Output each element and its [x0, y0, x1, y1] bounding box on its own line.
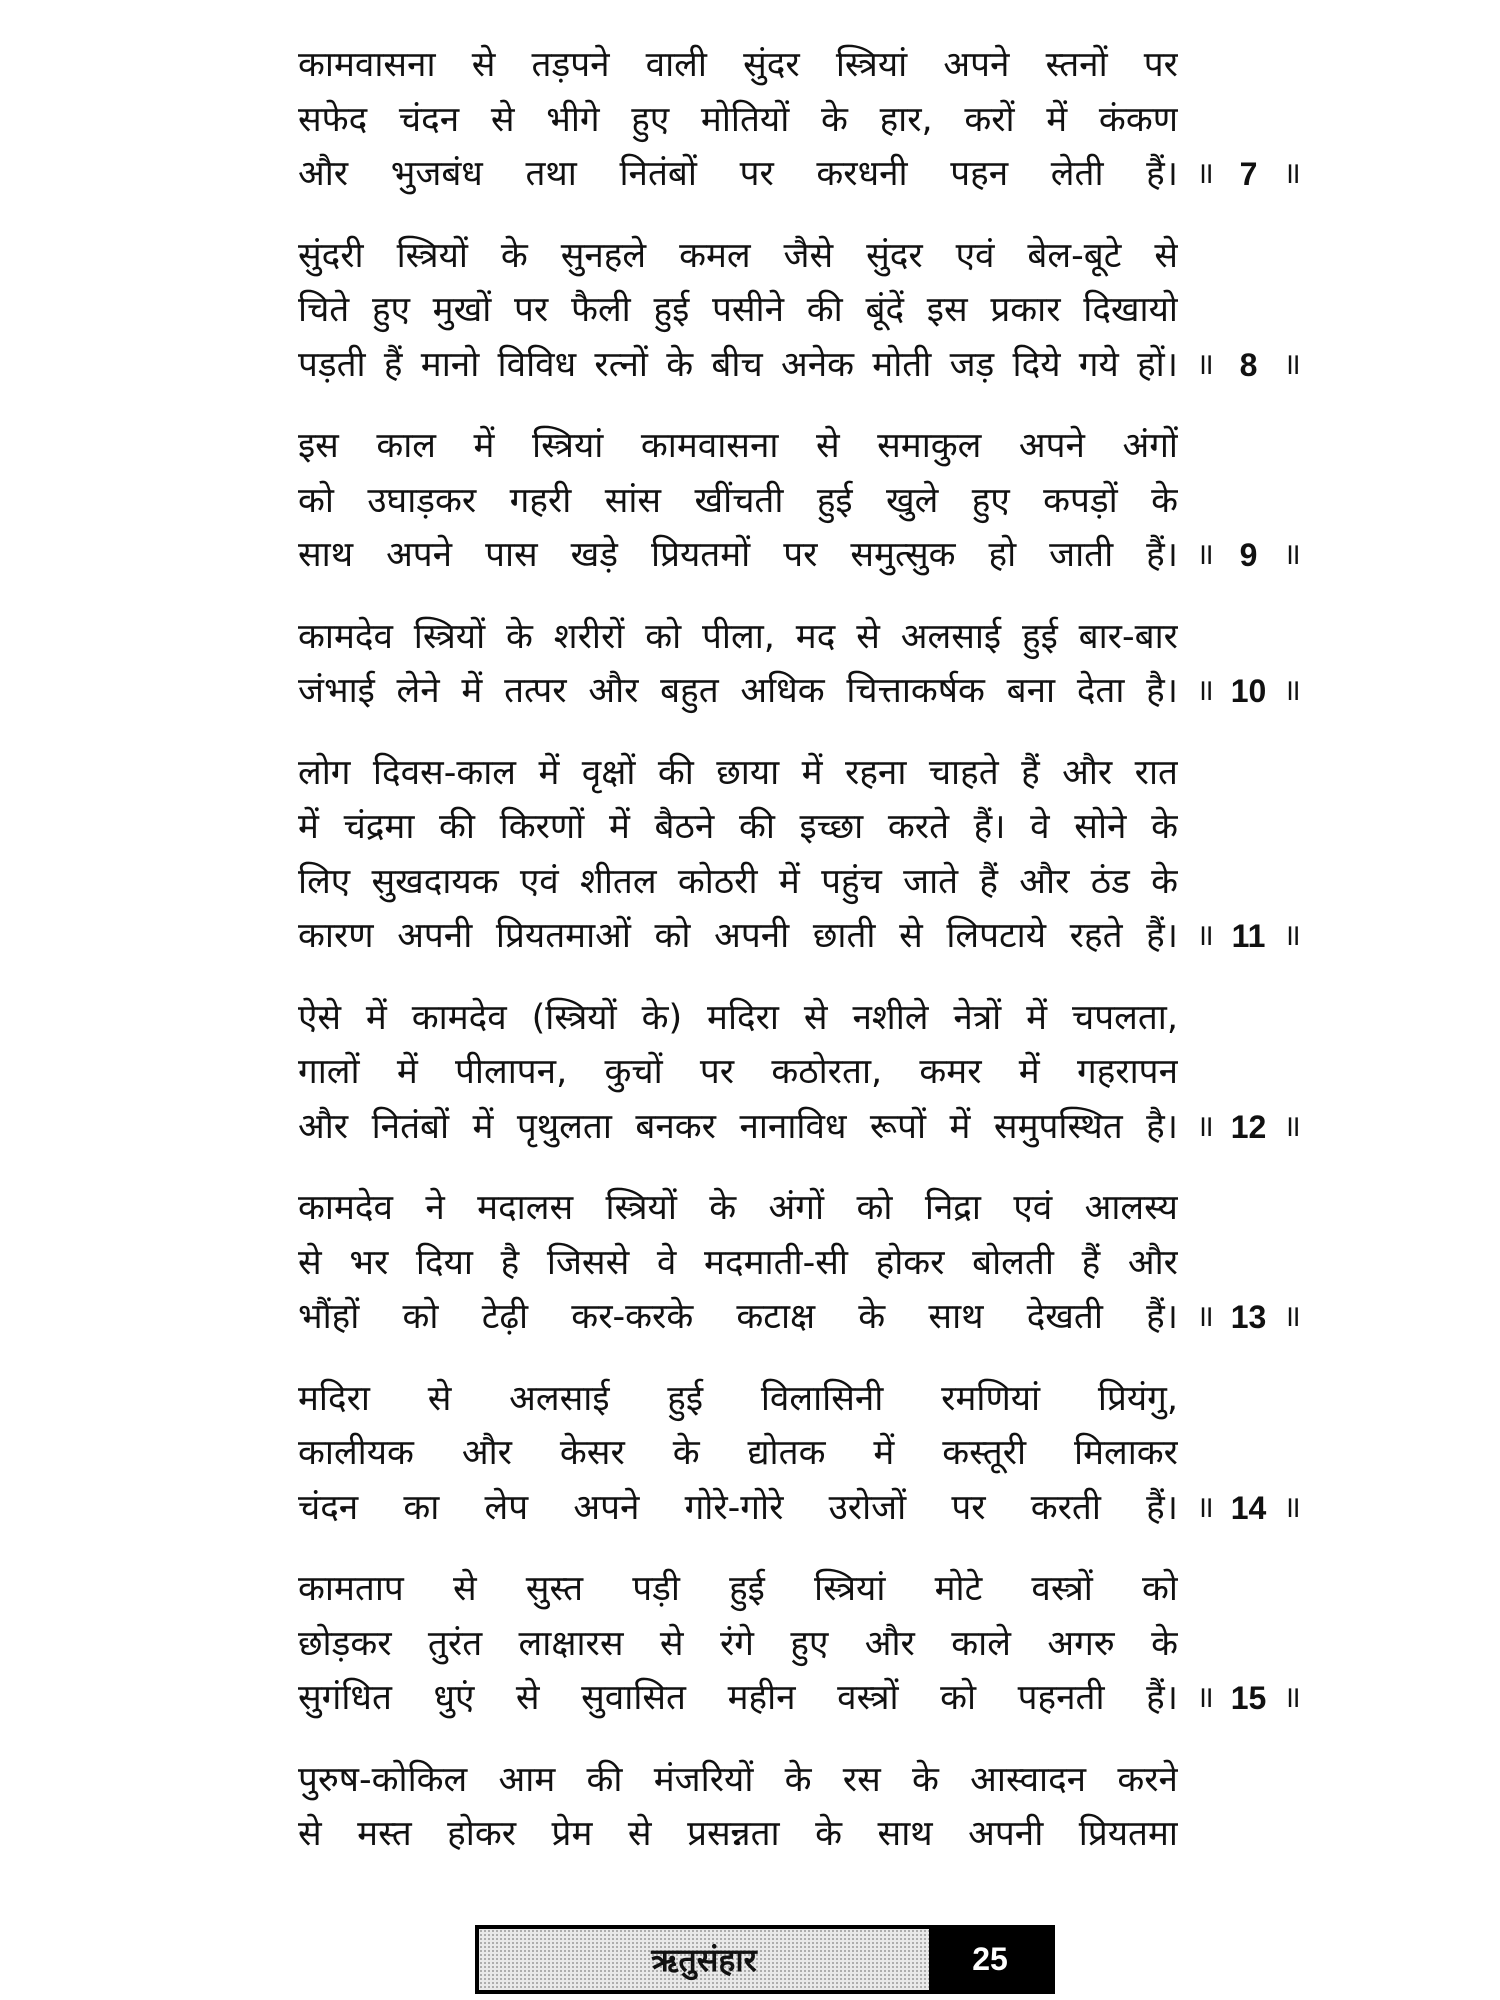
verse-line — [298, 991, 1308, 1046]
verse-line — [298, 909, 1308, 964]
line-text: कामदेव स्त्रियों के शरीरों को पीला, मद से अलसाई हुई बार-बार — [298, 616, 1178, 657]
verse-number: 10 — [1230, 673, 1267, 709]
double-danda-mark: ॥ — [1196, 918, 1214, 953]
verse-number: 12 — [1230, 1108, 1267, 1145]
double-danda-mark: ॥ — [1283, 1108, 1301, 1144]
verse-line — [298, 800, 1308, 855]
double-danda-mark: ॥ — [1196, 1108, 1214, 1144]
line-text: कामताप से सुस्त पड़ी हुई स्त्रियां मोटे वस्त्रों को — [298, 1569, 1178, 1609]
verse-number-marker — [1196, 909, 1301, 964]
verse-line — [298, 38, 1308, 93]
verse-block — [298, 38, 1308, 202]
double-danda-mark: ॥ — [1283, 1299, 1301, 1334]
line-text: चंदन का लेप अपने गोरे-गोरे उरोजों पर करती हैं। — [298, 1487, 1178, 1528]
verse-block — [298, 229, 1308, 393]
verse-number-marker — [1196, 1671, 1301, 1726]
line-text: पड़ती हैं मानो विविध रत्नों के बीच अनेक मोती जड़ दिये गये हों। — [298, 344, 1178, 385]
verse-line — [298, 664, 1308, 719]
verse-number: 13 — [1230, 1299, 1267, 1335]
line-text: से मस्त होकर प्रेम से प्रसन्नता के साथ अपनी प्रियतमा — [298, 1814, 1178, 1854]
verse-number: 9 — [1239, 537, 1258, 573]
line-text: सुगंधित धुएं से सुवासित महीन वस्त्रों को पहनती हैं। — [298, 1678, 1178, 1718]
line-text: गालों में पीलापन, कुचों पर कठोरता, कमर में गहरापन — [298, 1052, 1178, 1092]
line-text: साथ अपने पास खड़े प्रियतमों पर समुत्सुक हो जाती हैं। — [298, 535, 1178, 575]
verse-number: 14 — [1230, 1489, 1267, 1526]
double-danda-mark: ॥ — [1196, 673, 1214, 708]
page-footer — [475, 1925, 1055, 1994]
page-number: 25 — [929, 1929, 1051, 1990]
verse-line — [298, 528, 1308, 583]
verse-line — [298, 1372, 1308, 1427]
verse-number-marker — [1196, 664, 1301, 719]
double-danda-mark: ॥ — [1283, 537, 1301, 572]
verse-block — [298, 1372, 1308, 1536]
verse-line — [298, 147, 1308, 202]
line-text: इस काल में स्त्रियां कामवासना से समाकुल अपने अंगों — [298, 426, 1178, 466]
line-text: ऐसे में कामदेव (स्त्रियों के) मदिरा से नशीले नेत्रों में चपलता, — [298, 997, 1178, 1038]
line-text: कालीयक और केसर के द्योतक में कस्तूरी मिलाकर — [298, 1433, 1178, 1473]
verse-line — [298, 93, 1308, 148]
double-danda-mark: ॥ — [1283, 918, 1301, 953]
line-text: सुंदरी स्त्रियों के सुनहले कमल जैसे सुंदर एवं बेल-बूटे से — [298, 235, 1178, 276]
line-text: को उघाड़कर गहरी सांस खींचती हुई खुले हुए कपड़ों के — [298, 480, 1178, 521]
verse-line — [298, 1617, 1308, 1672]
line-text: सफेद चंदन से भीगे हुए मोतियों के हार, करों में कंकण — [298, 99, 1178, 140]
verse-line — [298, 338, 1308, 393]
double-danda-mark: ॥ — [1196, 537, 1214, 572]
double-danda-mark: ॥ — [1196, 1489, 1214, 1525]
line-text: कारण अपनी प्रियतमाओं को अपनी छाती से लिपटाये रहते हैं। — [298, 916, 1178, 956]
verse-line — [298, 1181, 1308, 1236]
verse-number-marker — [1196, 1481, 1301, 1536]
verse-line — [298, 1236, 1308, 1291]
verse-number: 11 — [1231, 918, 1266, 954]
line-text: कामवासना से तड़पने वाली सुंदर स्त्रियां अपने स्तनों पर — [298, 45, 1178, 85]
verse-line — [298, 1045, 1308, 1100]
line-text: चिते हुए मुखों पर फैली हुई पसीने की बूंदें इस प्रकार दिखायो — [298, 290, 1178, 330]
verse-line — [298, 1426, 1308, 1481]
book-title: ऋतुसंहार — [479, 1929, 929, 1990]
line-text: कामदेव ने मदालस स्त्रियों के अंगों को निद्रा एवं आलस्य — [298, 1188, 1178, 1228]
double-danda-mark: ॥ — [1196, 346, 1214, 382]
verse-number-marker — [1196, 528, 1301, 583]
double-danda-mark: ॥ — [1196, 156, 1214, 191]
line-text: छोड़कर तुरंत लाक्षारस से रंगे हुए और काले अगरु के — [298, 1623, 1178, 1664]
double-danda-mark: ॥ — [1196, 1299, 1214, 1334]
double-danda-mark: ॥ — [1283, 1680, 1301, 1715]
verse-line — [298, 1481, 1308, 1536]
verse-number: 7 — [1239, 156, 1258, 192]
verse-line — [298, 419, 1308, 474]
verse-number: 8 — [1239, 346, 1258, 383]
line-text: जंभाई लेने में तत्पर और बहुत अधिक चित्ताकर्षक बना देता है। — [298, 671, 1178, 711]
line-text: और भुजबंध तथा नितंबों पर करधनी पहन लेती हैं। — [298, 154, 1178, 194]
verse-line — [298, 610, 1308, 665]
verse-block — [298, 1562, 1308, 1726]
verse-number-marker — [1196, 147, 1301, 202]
verse-line — [298, 1753, 1308, 1808]
verse-line — [298, 1100, 1308, 1155]
verse-block — [298, 746, 1308, 964]
verse-line — [298, 1671, 1308, 1726]
verse-line — [298, 229, 1308, 284]
line-text: लिए सुखदायक एवं शीतल कोठरी में पहुंच जाते हैं और ठंड के — [298, 861, 1178, 902]
verse-block — [298, 1181, 1308, 1345]
verse-block — [298, 1753, 1308, 1862]
verse-line — [298, 283, 1308, 338]
line-text: से भर दिया है जिससे वे मदमाती-सी होकर बोलती हैं और — [298, 1242, 1178, 1283]
line-text: में चंद्रमा की किरणों में बैठने की इच्छा करते हैं। वे सोने के — [298, 807, 1178, 847]
double-danda-mark: ॥ — [1283, 673, 1301, 708]
verse-number-marker — [1196, 1100, 1301, 1155]
double-danda-mark: ॥ — [1283, 1489, 1301, 1525]
double-danda-mark: ॥ — [1283, 346, 1301, 382]
line-text: लोग दिवस-काल में वृक्षों की छाया में रहना चाहते हैं और रात — [298, 752, 1178, 793]
verse-line — [298, 1290, 1308, 1345]
verse-number: 15 — [1230, 1680, 1267, 1716]
line-text: भौंहों को टेढ़ी कर-करके कटाक्ष के साथ देखती हैं। — [298, 1297, 1178, 1337]
double-danda-mark: ॥ — [1283, 156, 1301, 191]
verse-line — [298, 474, 1308, 529]
verse-number-marker — [1196, 338, 1301, 393]
verse-line — [298, 1807, 1308, 1862]
verse-block — [298, 610, 1308, 719]
double-danda-mark: ॥ — [1196, 1680, 1214, 1715]
line-text: और नितंबों में पृथुलता बनकर नानाविध रूपों में समुपस्थित है। — [298, 1106, 1178, 1147]
verse-line — [298, 746, 1308, 801]
line-text: पुरुष-कोकिल आम की मंजरियों के रस के आस्वादन करने — [298, 1759, 1178, 1800]
line-text: मदिरा से अलसाई हुई विलासिनी रमणियां प्रियंगु, — [298, 1378, 1178, 1419]
verse-line — [298, 855, 1308, 910]
verse-number-marker — [1196, 1290, 1301, 1345]
verse-text-body — [298, 38, 1308, 1889]
verse-block — [298, 991, 1308, 1155]
verse-line — [298, 1562, 1308, 1617]
verse-block — [298, 419, 1308, 583]
